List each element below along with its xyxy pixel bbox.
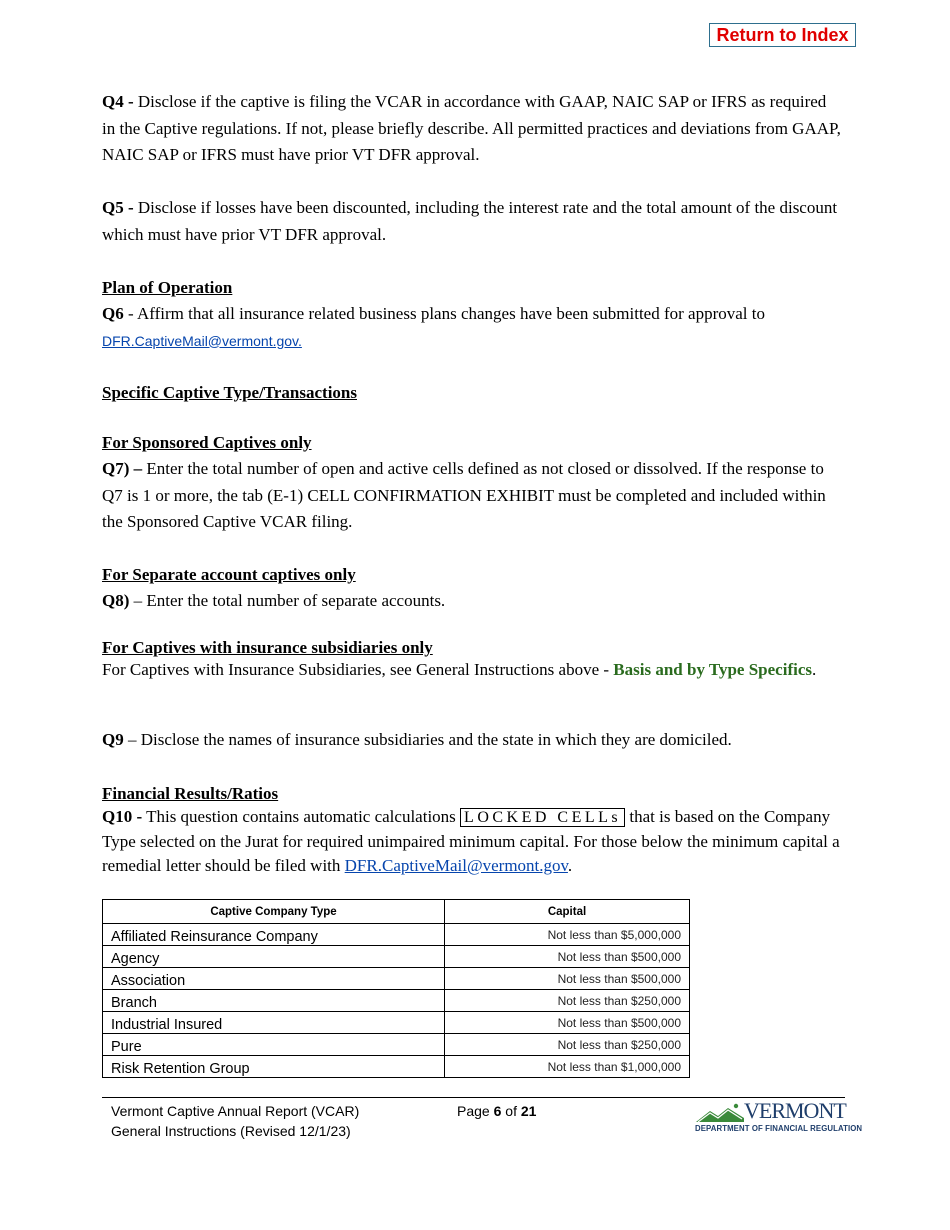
plan-heading-text: Plan of Operation [102, 278, 233, 297]
page-current: 6 [493, 1103, 502, 1119]
company-type-cell: Risk Retention Group [103, 1056, 445, 1078]
page-prefix: Page [457, 1103, 494, 1119]
company-type-cell: Association [103, 968, 445, 990]
capital-cell: Not less than $250,000 [445, 1034, 690, 1056]
q6-text: - Affirm that all insurance related business plans changes have been submitted for approval to [123, 304, 765, 323]
q10-text-a: This question contains automatic calculations [142, 807, 461, 826]
footer-document-title [111, 1101, 359, 1141]
table-row [103, 946, 690, 968]
separate-heading [102, 562, 842, 589]
q5-label: Q5 - [102, 198, 134, 217]
capital-cell: Not less than $500,000 [445, 1012, 690, 1034]
page-total: 21 [520, 1103, 537, 1119]
q8-label: Q8) [102, 591, 130, 610]
subsidiaries-paragraph [102, 658, 842, 682]
q4-label: Q4 - [102, 92, 134, 111]
q10-paragraph [102, 805, 847, 878]
capital-cell: Not less than $5,000,000 [445, 924, 690, 946]
sponsored-heading-text: For Sponsored Captives only [102, 433, 312, 452]
header-capital: Capital [445, 900, 690, 924]
financial-heading-text: Financial Results/Ratios [102, 784, 279, 803]
footer-page-number [457, 1101, 536, 1121]
return-to-index-link[interactable]: Return to Index [709, 23, 856, 47]
table-row [103, 968, 690, 990]
subsidiaries-heading-text: For Captives with insurance subsidiaries only [102, 638, 433, 657]
q9-label: Q9 [102, 730, 124, 749]
footer-line-2: General Instructions (Revised 12/1/23) [111, 1123, 351, 1139]
q8-paragraph [102, 588, 842, 615]
logo-subtitle: DEPARTMENT OF FINANCIAL REGULATION [695, 1124, 863, 1133]
page-of: of [501, 1103, 521, 1119]
q10-email-link[interactable]: DFR.CaptiveMail@vermont.gov [344, 856, 568, 875]
separate-heading-text: For Separate account captives only [102, 565, 356, 584]
q6-period: . [298, 332, 302, 349]
mountain-logo-icon [694, 1102, 746, 1124]
q5-paragraph [102, 195, 842, 248]
q7-text: Enter the total number of open and active cells defined as not closed or dissolved. If the response to Q7 is 1 or more, the tab (E-1) CELL CONFIRMATION EXHIBIT must be completed and included within the Sponsored Captive VCAR filing. [102, 459, 826, 531]
capital-cell: Not less than $250,000 [445, 990, 690, 1012]
q6-label: Q6 [102, 304, 124, 323]
table-row [103, 1034, 690, 1056]
table-row [103, 1056, 690, 1078]
footer-divider [102, 1097, 845, 1098]
q10-period: . [567, 856, 573, 875]
locked-cells-box: LOCKED CELLs [460, 808, 625, 827]
company-type-cell: Branch [103, 990, 445, 1012]
subsidiaries-period: . [812, 660, 817, 679]
capital-cell: Not less than $1,000,000 [445, 1056, 690, 1078]
table-row [103, 990, 690, 1012]
company-type-cell: Affiliated Reinsurance Company [103, 924, 445, 946]
company-type-cell: Agency [103, 946, 445, 968]
q7-paragraph [102, 456, 842, 536]
financial-heading [102, 781, 842, 808]
table-header-row [103, 900, 690, 924]
sponsored-heading [102, 430, 842, 457]
vermont-dfr-logo [694, 1098, 863, 1139]
q8-text: – Enter the total number of separate accounts. [129, 591, 446, 610]
footer-line-1: Vermont Captive Annual Report (VCAR) [111, 1103, 360, 1119]
q10-label: Q10 - [102, 807, 143, 826]
specific-captive-heading [102, 380, 842, 407]
logo-wordmark: VERMONT [744, 1098, 846, 1123]
company-type-cell: Industrial Insured [103, 1012, 445, 1034]
company-type-cell: Pure [103, 1034, 445, 1056]
plan-of-operation-heading [102, 275, 842, 302]
q4-text: Disclose if the captive is filing the VCAR in accordance with GAAP, NAIC SAP or IFRS as required in the Captive regulations. If not, please briefly describe. All permitted practices and deviations from GAAP, NAIC SAP or IFRS must have prior VT DFR approval. [102, 92, 841, 164]
capital-cell: Not less than $500,000 [445, 968, 690, 990]
q6-email-link[interactable]: DFR.CaptiveMail@vermont.gov [102, 332, 299, 349]
q4-paragraph [102, 89, 842, 169]
specific-heading-text: Specific Captive Type/Transactions [102, 383, 357, 402]
table-row [103, 1012, 690, 1034]
q9-text: – Disclose the names of insurance subsidiaries and the state in which they are domiciled. [123, 730, 732, 749]
basis-specifics-link[interactable]: Basis and by Type Specifics [613, 660, 812, 679]
q10-text-b: that is based on the Company Type selected on the Jurat for required unimpaired minimum capital. For those below the minimum capital a remedial letter should be filed with [102, 807, 840, 875]
q5-text: Disclose if losses have been discounted, including the interest rate and the total amount of the discount which must have prior VT DFR approval. [102, 198, 838, 244]
q7-label: Q7) – [102, 459, 143, 478]
q9-paragraph [102, 727, 842, 754]
capital-requirements-table [102, 899, 690, 1078]
capital-cell: Not less than $500,000 [445, 946, 690, 968]
header-company-type: Captive Company Type [103, 900, 445, 924]
q6-paragraph [102, 301, 842, 354]
table-row [103, 924, 690, 946]
subsidiaries-text: For Captives with Insurance Subsidiaries, see General Instructions above - [102, 660, 614, 679]
